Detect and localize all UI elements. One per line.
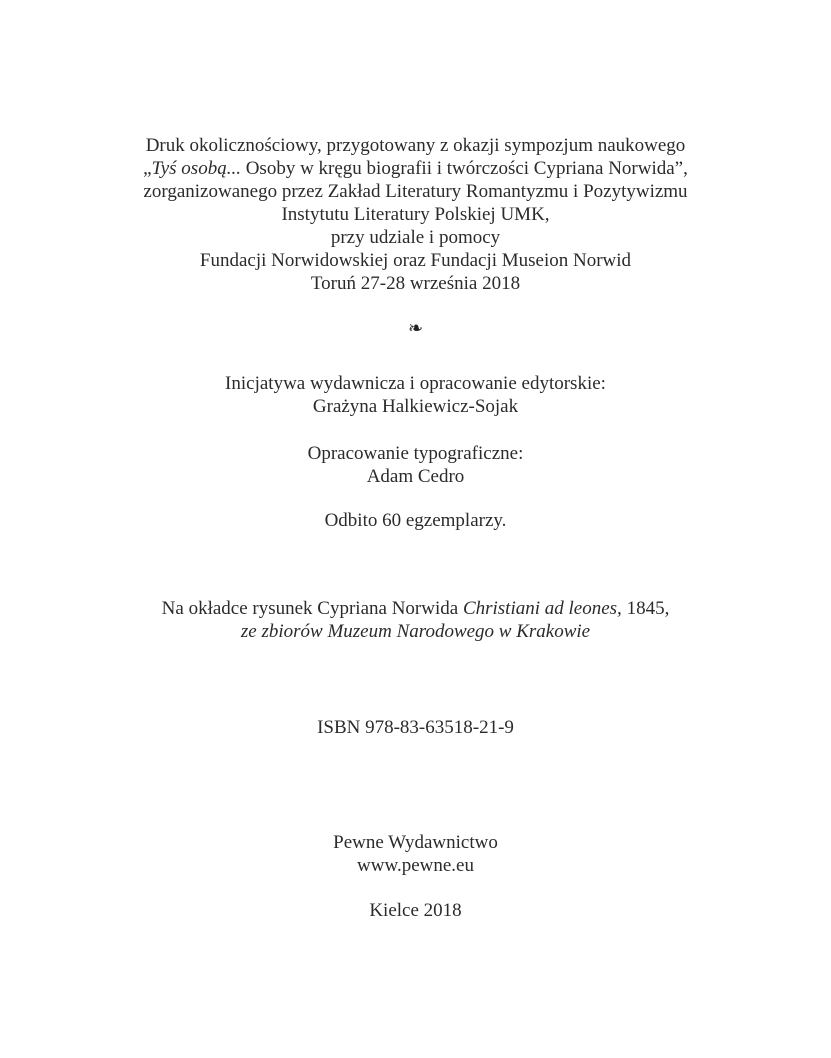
event-note-line-5: przy udziale i pomocy [330,227,501,248]
cover-note-prefix: Na okładce rysunek Cypriana Norwida [161,598,463,619]
editorial-heading: Inicjatywa wydawnicza i opracowanie edytorskie: [225,373,606,394]
editorial-name: Grażyna Halkiewicz-Sojak [312,396,519,417]
event-note-line-6: Fundacji Norwidowskiej oraz Fundacji Museion Norwid [199,250,632,271]
publisher-block [0,831,831,877]
print-run-text: Odbito 60 egzemplarzy. [324,510,507,531]
cover-note [0,597,831,643]
event-note-line-3: zorganizowanego przez Zakład Literatury Romantyzmu i Pozytywizmu [143,181,688,202]
typography-name: Adam Cedro [366,466,465,487]
symposium-title-rest: Osoby w kręgu biografii i twórczości Cypriana Norwida”, [240,158,688,179]
artwork-title-italic: Christiani ad leones, [462,598,622,619]
publisher-name: Pewne Wydawnictwo [333,832,498,853]
cover-note-line-1 [0,597,831,620]
typography-credit [0,442,831,488]
ornament-row [0,315,831,341]
event-note-line-4: Instytutu Literatury Polskiej UMK, [281,204,550,225]
publisher-website: www.pewne.eu [357,855,474,876]
isbn-number: ISBN 978-83-63518-21-9 [317,717,514,738]
imprint-place-text: Kielce 2018 [369,900,462,921]
typography-heading: Opracowanie typograficzne: [307,443,524,464]
imprint-place-year [0,899,831,922]
symposium-title-italic: Tyś osobą... [151,158,241,179]
artwork-year: 1845, [621,598,670,619]
cover-note-collection-italic: ze zbiorów Muzeum Narodowego w Krakowie [240,621,591,642]
event-note [0,134,831,295]
open-low-quote: „ [143,158,152,179]
print-run-note [0,509,831,532]
isbn-line [0,716,831,739]
event-date-place: Toruń 27-28 września 2018 [310,273,521,294]
editorial-credit [0,372,831,418]
event-note-line-1: Druk okolicznościowy, przygotowany z okazji sympozjum naukowego [145,135,686,156]
fleuron-icon: ❧ [407,318,424,338]
event-note-line-2 [0,157,831,180]
